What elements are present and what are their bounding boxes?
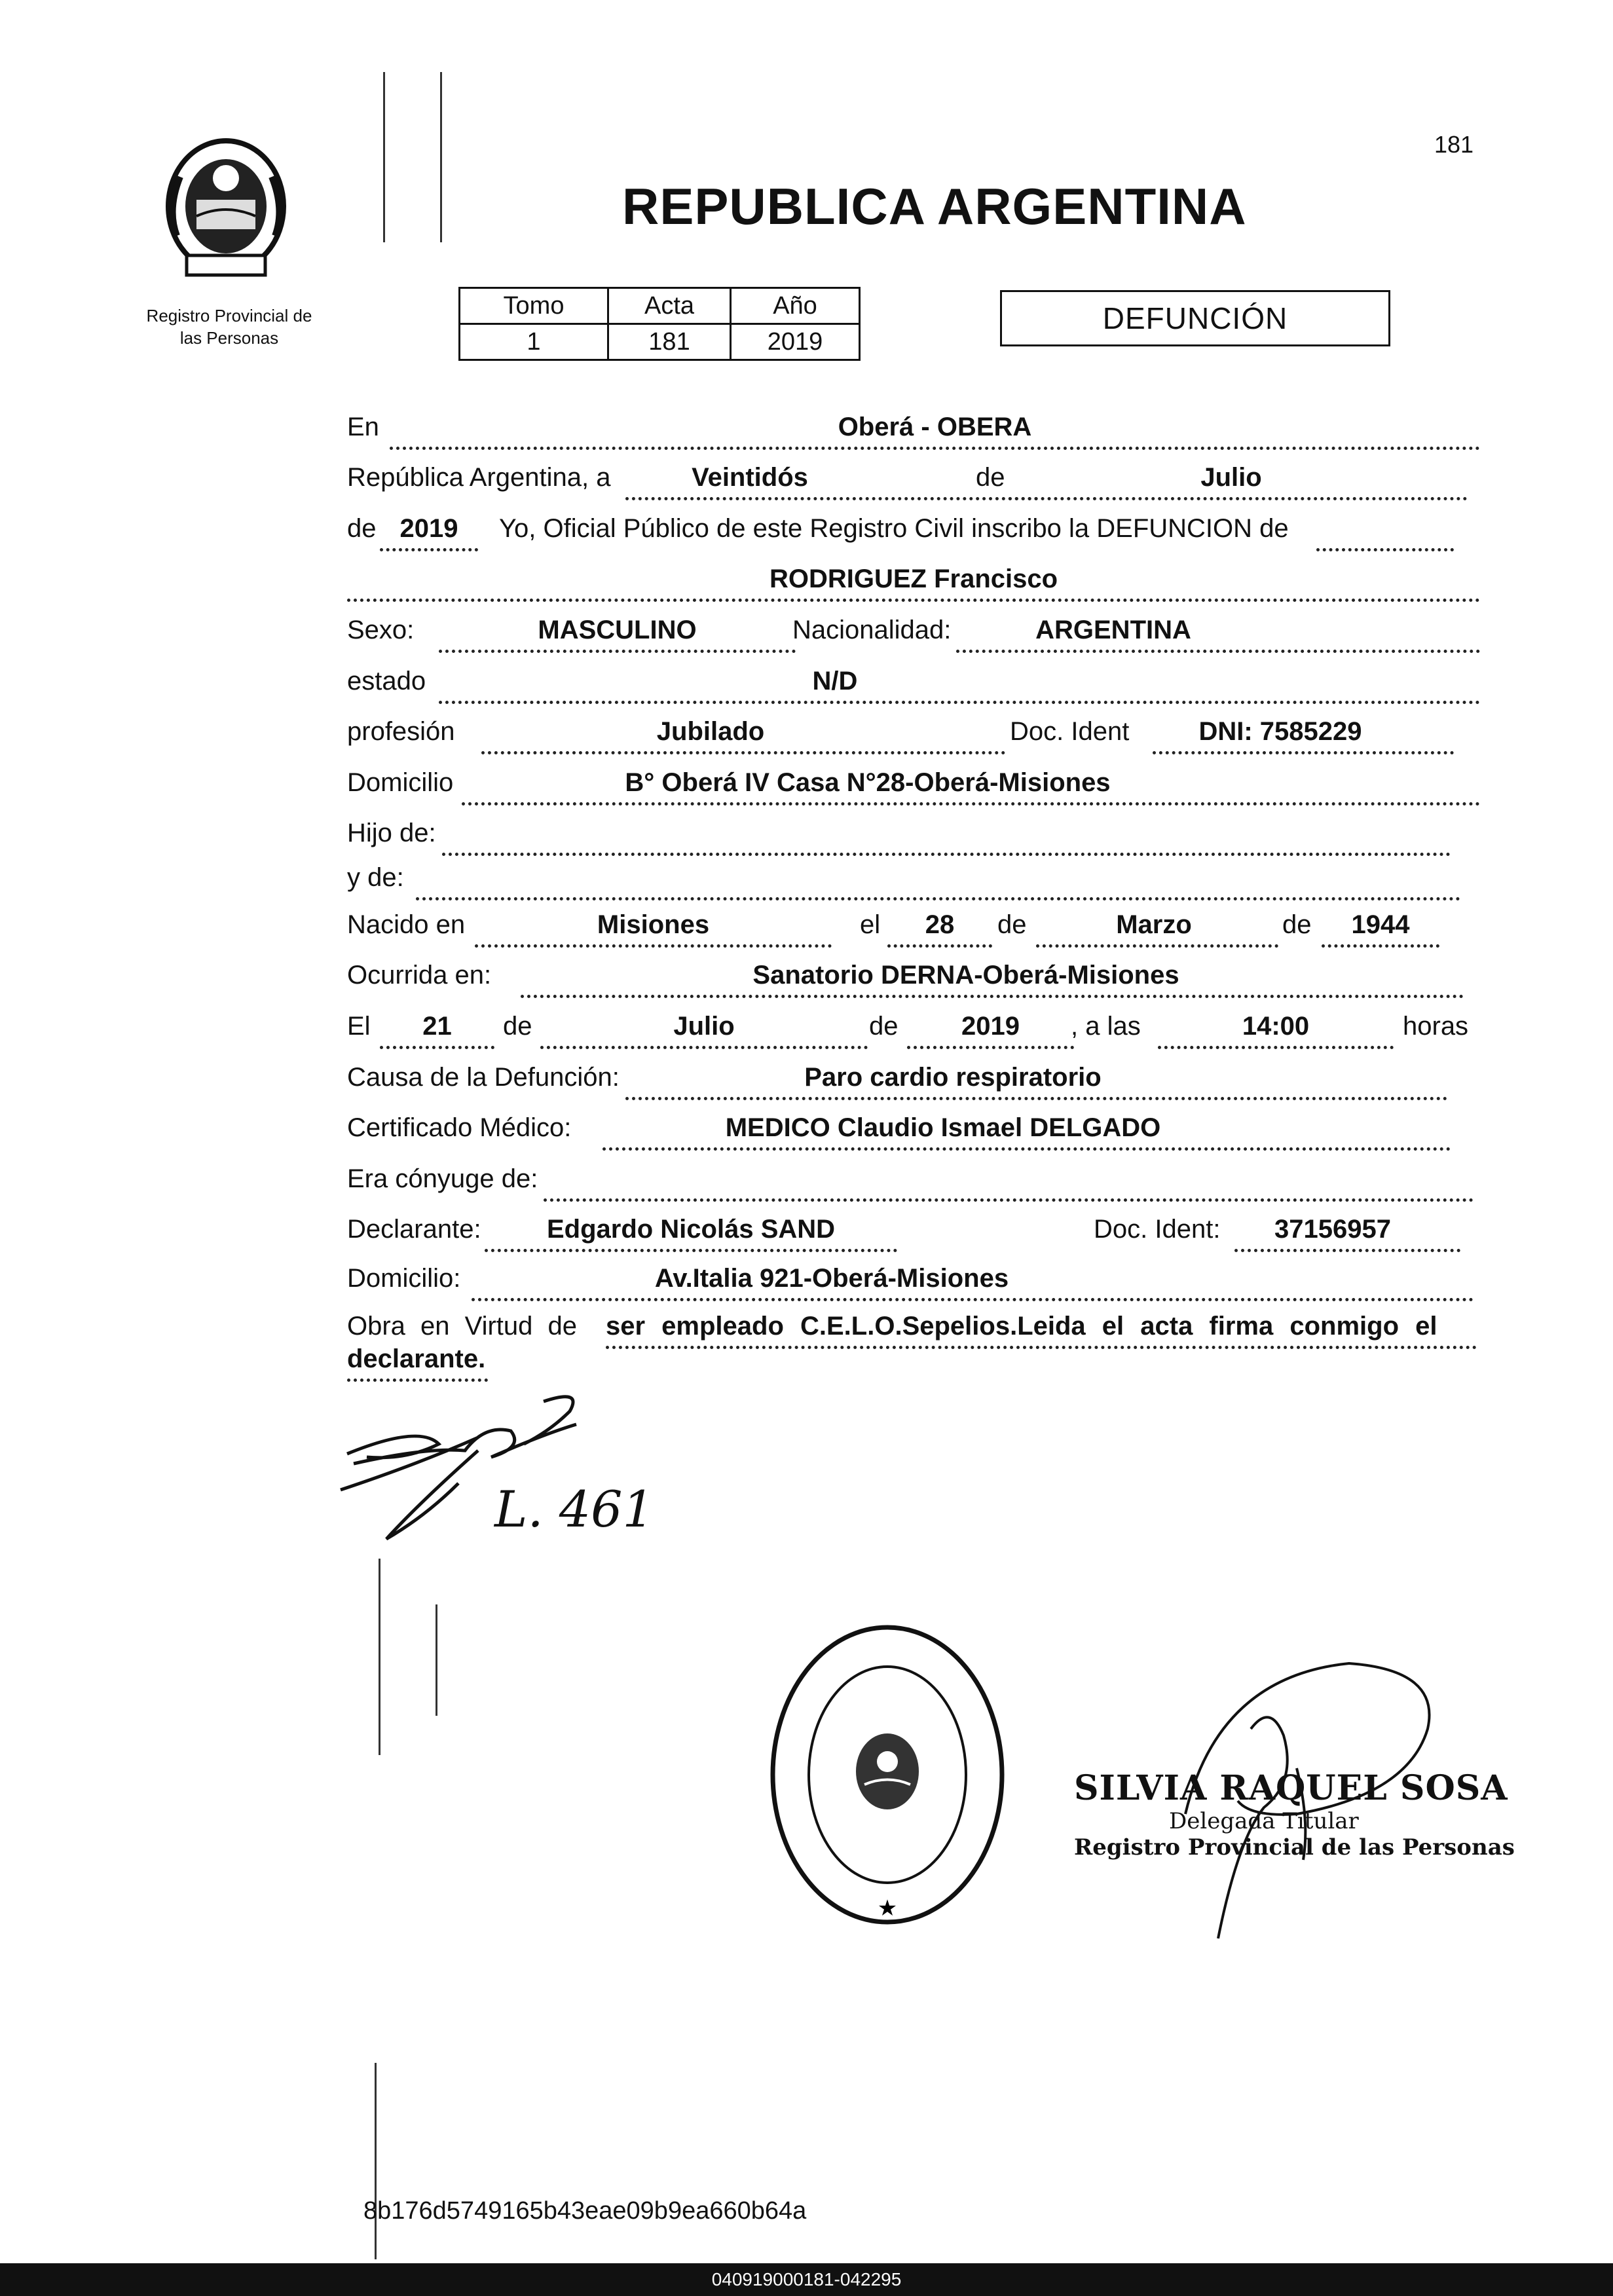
field-doc-ident: DNI: 7585229 <box>1198 717 1362 746</box>
field-nacionalidad: ARGENTINA <box>1035 616 1191 644</box>
label-sexo: Sexo: <box>347 616 415 644</box>
row-obra-2 <box>347 1344 1480 1384</box>
page-number: 181 <box>1434 131 1474 158</box>
row-y-de <box>347 863 1480 902</box>
record-table <box>458 287 861 361</box>
label-certificado: Certificado Médico: <box>347 1113 572 1142</box>
logo-caption <box>124 305 334 349</box>
label-declarante-doc: Doc. Ident: <box>1094 1215 1221 1244</box>
label-hijo-de: Hijo de: <box>347 819 436 847</box>
field-year: 2019 <box>399 514 458 543</box>
table-header-ano: Año <box>731 288 860 324</box>
field-sexo: MASCULINO <box>538 616 697 644</box>
row-certificado <box>347 1113 1480 1153</box>
label-profesion: profesión <box>347 717 455 746</box>
scan-line <box>383 72 385 242</box>
barcode-footer: 040919000181-042295 <box>0 2263 1613 2296</box>
signer-role: Delegada Titular <box>1169 1808 1359 1834</box>
field-birth-year: 1944 <box>1351 910 1410 939</box>
label-declarante-domicilio: Domicilio: <box>347 1264 461 1293</box>
field-death-month: Julio <box>673 1012 735 1041</box>
svg-text:★: ★ <box>877 1895 898 1921</box>
label-republica: República Argentina, a <box>347 463 611 492</box>
field-month: Julio <box>1200 463 1262 492</box>
field-death-time: 14:00 <box>1242 1012 1310 1041</box>
label-de: de <box>976 463 1005 492</box>
label-en: En <box>347 413 379 441</box>
row-domicilio <box>347 768 1480 807</box>
row-hijo-de <box>347 819 1480 858</box>
label-a-las: , a las <box>1071 1012 1141 1041</box>
field-death-day: 21 <box>422 1012 452 1041</box>
field-birth-day: 28 <box>925 910 955 939</box>
inscription-text: Yo, Oficial Público de este Registro Civil inscribo la DEFUNCION de <box>499 514 1289 543</box>
label-doc-ident: Doc. Ident <box>1010 717 1130 746</box>
row-profesion <box>347 717 1480 756</box>
label-ocurrida-en: Ocurrida en: <box>347 961 492 990</box>
label-conyuge: Era cónyuge de: <box>347 1164 538 1193</box>
scan-line <box>379 1559 380 1755</box>
table-cell-acta: 181 <box>608 324 731 360</box>
field-declarante-doc: 37156957 <box>1274 1215 1391 1244</box>
field-obra-1: ser empleado C.E.L.O.Sepelios.Leida el acta firma conmigo el <box>606 1312 1437 1341</box>
field-obra-2: declarante. <box>347 1344 486 1373</box>
row-causa <box>347 1063 1480 1102</box>
registry-seal-icon <box>766 1621 1009 1929</box>
row-sexo <box>347 616 1480 655</box>
table-header-tomo: Tomo <box>460 288 608 324</box>
scan-line <box>440 72 442 242</box>
row-ocurrida <box>347 961 1480 1000</box>
label-nacido-en: Nacido en <box>347 910 466 939</box>
label-domicilio: Domicilio <box>347 768 454 797</box>
field-causa: Paro cardio respiratorio <box>804 1063 1102 1092</box>
label-y-de: y de: <box>347 863 404 892</box>
field-place: Oberá - OBERA <box>838 413 1032 441</box>
label-el: el <box>860 910 881 939</box>
scan-line <box>436 1604 437 1716</box>
field-estado: N/D <box>812 667 858 695</box>
table-cell-tomo: 1 <box>460 324 608 360</box>
row-deceased-name <box>347 565 1480 604</box>
document-type-box: DEFUNCIÓN <box>1000 290 1390 346</box>
label-de: de <box>869 1012 899 1041</box>
official-signature-icon <box>1100 1650 1467 1952</box>
field-declarante: Edgardo Nicolás SAND <box>546 1215 836 1244</box>
logo-caption-line: las Personas <box>179 328 279 348</box>
page-title: REPUBLICA ARGENTINA <box>622 177 1247 235</box>
label-nacionalidad: Nacionalidad: <box>792 616 952 644</box>
row-date <box>347 463 1480 502</box>
row-declarante <box>347 1215 1480 1254</box>
label-el: El <box>347 1012 371 1041</box>
field-day-words: Veintidós <box>692 463 808 492</box>
table-header-acta: Acta <box>608 288 731 324</box>
field-domicilio: B° Oberá IV Casa N°28-Oberá-Misiones <box>625 768 1111 797</box>
document-hash: 8b176d5749165b43eae09b9ea660b64a <box>363 2197 807 2225</box>
label-estado: estado <box>347 667 426 695</box>
row-place <box>347 413 1480 452</box>
field-deceased-name: RODRIGUEZ Francisco <box>769 565 1058 593</box>
scan-line <box>375 2063 377 2259</box>
row-declarante-domicilio <box>347 1264 1480 1303</box>
label-de: de <box>1282 910 1312 939</box>
row-death-date <box>347 1012 1480 1051</box>
signer-office: Registro Provincial de las Personas <box>1074 1834 1515 1861</box>
label-de: de <box>997 910 1027 939</box>
row-nacido <box>347 910 1480 950</box>
label-declarante: Declarante: <box>347 1215 481 1244</box>
field-certificado: MEDICO Claudio Ismael DELGADO <box>725 1113 1161 1142</box>
table-cell-ano: 2019 <box>731 324 860 360</box>
label-de: de <box>347 514 377 543</box>
signer-name: SILVIA RAQUEL SOSA <box>1074 1768 1508 1808</box>
row-inscription <box>347 514 1480 553</box>
field-death-year: 2019 <box>961 1012 1020 1041</box>
label-causa: Causa de la Defunción: <box>347 1063 620 1092</box>
field-ocurrida-en: Sanatorio DERNA-Oberá-Misiones <box>752 961 1179 990</box>
field-nacido-en: Misiones <box>597 910 710 939</box>
field-birth-month: Marzo <box>1116 910 1192 939</box>
label-horas: horas <box>1403 1012 1469 1041</box>
field-declarante-domicilio: Av.Italia 921-Oberá-Misiones <box>654 1264 1009 1293</box>
label-de: de <box>503 1012 532 1041</box>
handwritten-note: L. 461 <box>494 1480 654 1538</box>
row-estado <box>347 667 1480 706</box>
province-seal-icon <box>160 138 291 288</box>
logo-caption-line: Registro Provincial de <box>146 306 312 325</box>
label-obra: Obra en Virtud de <box>347 1312 578 1341</box>
row-conyuge <box>347 1164 1480 1204</box>
field-profesion: Jubilado <box>656 717 765 746</box>
